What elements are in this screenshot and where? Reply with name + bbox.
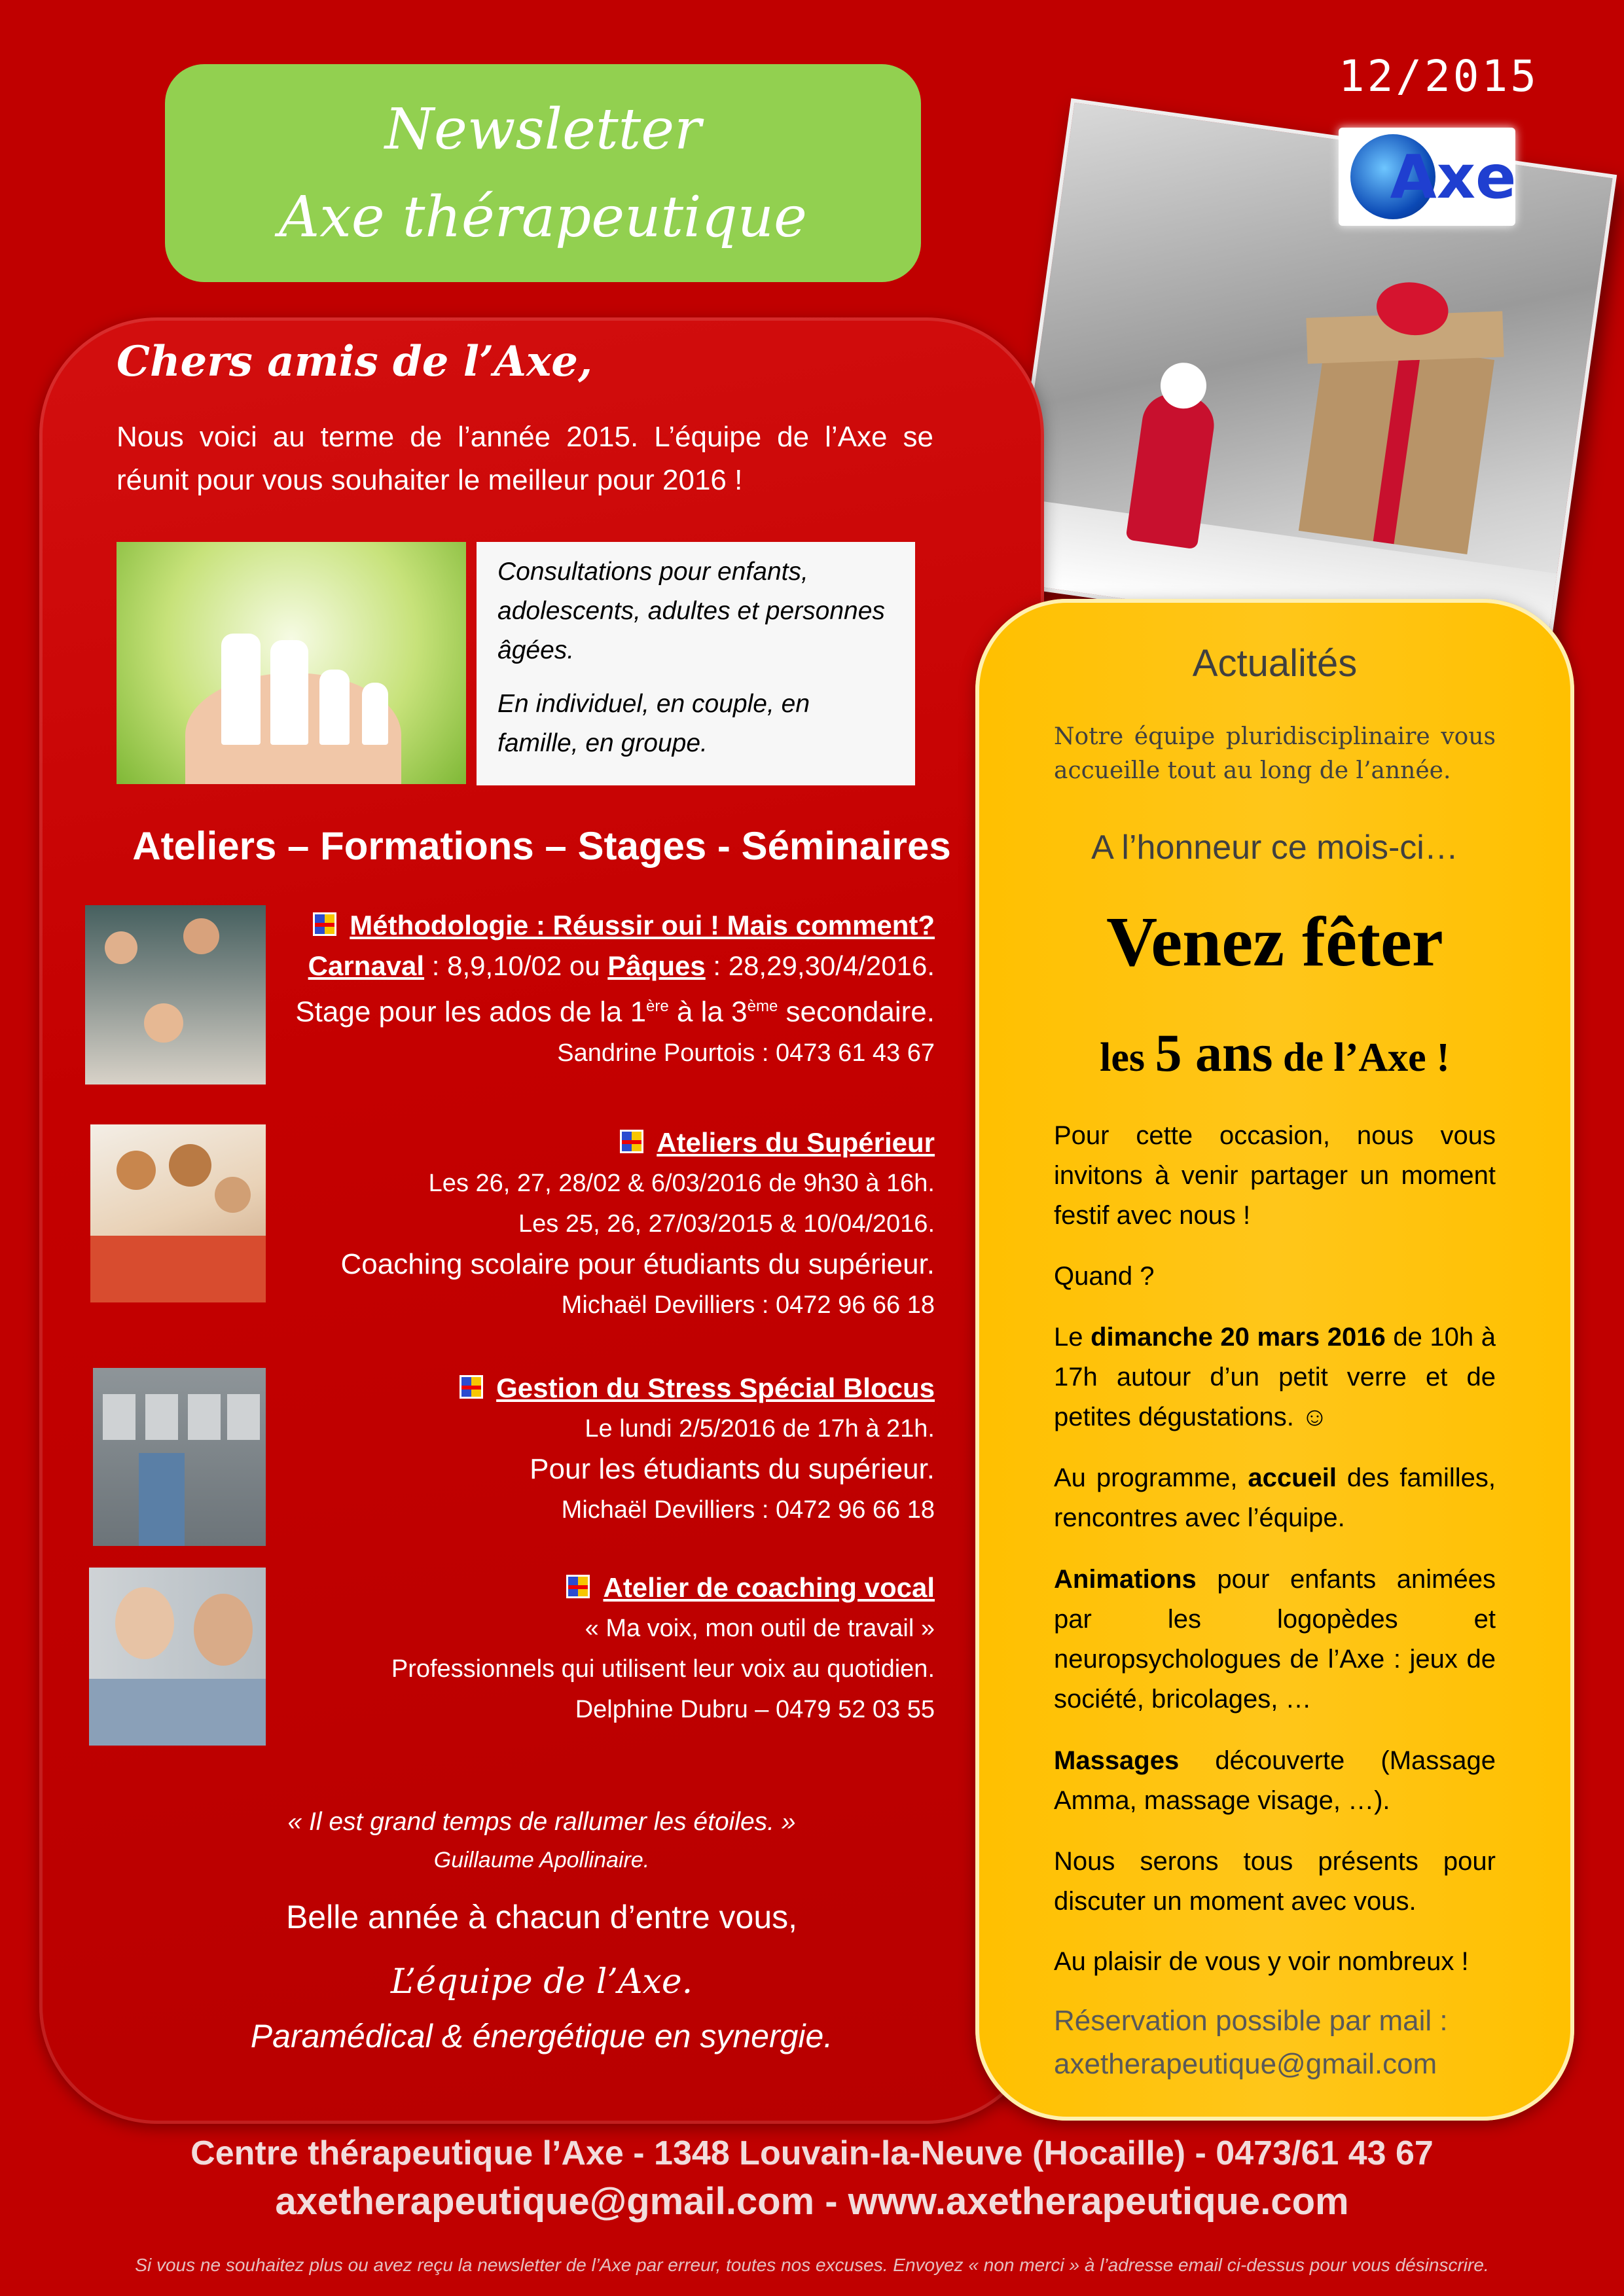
event-date-text: Le xyxy=(1054,1323,1091,1352)
team-signature: L’équipe de l’Axe. xyxy=(390,1962,693,2001)
reservation-email[interactable]: axetherapeutique@gmail.com xyxy=(1054,2048,1437,2080)
anniversary-years: 5 ans xyxy=(1155,1023,1273,1083)
event-audience: secondaire. xyxy=(778,996,935,1028)
event-title: Ateliers du Supérieur xyxy=(657,1127,935,1158)
reservation-info xyxy=(1054,2000,1496,2086)
event-description: Pour les étudiants du supérieur. xyxy=(530,1453,935,1485)
newsletter-title-box xyxy=(165,64,921,282)
event-contact: Delphine Dubru – 0479 52 03 55 xyxy=(575,1696,935,1723)
event-animations-bold: Animations xyxy=(1054,1565,1197,1594)
event-coaching-vocal-details xyxy=(391,1568,935,1730)
bullet-icon xyxy=(620,1130,643,1153)
photo-shirts xyxy=(89,1679,266,1746)
photo-person xyxy=(215,1177,251,1213)
event-massages-bold: Massages xyxy=(1054,1746,1180,1775)
footer-unsubscribe-note: Si vous ne souhaitez plus ou avez reçu la newsletter de l’Axe par erreur, toutes nos excuses. Envoyez « non merci » à l’adresse email ci-dessus pour vous désinscrire. xyxy=(135,2255,1489,2275)
reservation-label: Réservation possible par mail : xyxy=(1054,2005,1448,2037)
bullet-icon xyxy=(566,1575,590,1598)
event-when-label: Quand ? xyxy=(1054,1262,1155,1291)
event-ateliers-superieur-photo xyxy=(90,1124,266,1302)
consultations-text: Consultations pour enfants, adolescents, adultes et personnes âgées. xyxy=(497,558,885,664)
event-ateliers-superieur xyxy=(85,1122,935,1319)
actualites-heading: Actualités xyxy=(1192,642,1358,685)
family-figure xyxy=(221,634,261,745)
quote-text: « Il est grand temps de rallumer les étoiles. » xyxy=(287,1808,796,1836)
intro-text: Nous voici au terme de l’année 2015. L’équipe de l’Axe se réunit pour vous souhaiter le meilleur pour 2016 ! xyxy=(117,421,933,496)
photo-shirts xyxy=(90,1236,266,1302)
event-program-text: des familles, rencontres avec l’équipe. xyxy=(1054,1463,1496,1532)
actualites-intro: Notre équipe pluridisciplinaire vous accueille tout au long de l’année. xyxy=(1054,723,1496,784)
event-methodologie-details xyxy=(295,905,935,1073)
bullet-icon xyxy=(460,1375,483,1399)
anniversary-heading xyxy=(975,1022,1574,1084)
event-date xyxy=(1054,1318,1496,1437)
greeting: Chers amis de l’Axe, xyxy=(117,337,593,386)
newsletter-title-line1: Newsletter xyxy=(384,96,702,162)
event-dates: Les 25, 26, 27/03/2015 & 10/04/2016. xyxy=(518,1210,935,1238)
event-massages xyxy=(1054,1741,1496,1821)
event-animations-text: pour enfants animées par les logopèdes et neuropsychologues de l’Axe : jeux de société, bricolages, … xyxy=(1054,1565,1496,1713)
event-methodologie-photo xyxy=(85,905,266,1085)
photo-frame xyxy=(188,1394,221,1440)
ateliers-heading: Ateliers – Formations – Stages - Séminaires xyxy=(132,824,951,868)
consultations-modes: En individuel, en couple, en famille, en groupe. xyxy=(497,690,810,757)
family-figure xyxy=(362,683,388,745)
family-figure xyxy=(270,640,308,745)
photo-person xyxy=(194,1594,253,1666)
venez-feter-heading: Venez fêter xyxy=(1106,903,1443,981)
quote-author: Guillaume Apollinaire. xyxy=(433,1848,650,1873)
photo-person xyxy=(144,1003,183,1043)
event-contact: Sandrine Pourtois : 0473 61 43 67 xyxy=(557,1039,935,1067)
event-carnaval-label: Carnaval xyxy=(308,950,425,981)
event-program xyxy=(1054,1458,1496,1538)
event-presence: Nous serons tous présents pour discuter un moment avec vous. xyxy=(1054,1847,1496,1916)
event-coaching-vocal-photo xyxy=(89,1568,266,1746)
family-figure xyxy=(319,670,350,745)
event-title: Gestion du Stress Spécial Blocus xyxy=(496,1372,935,1403)
newsletter-date: 12/2015 xyxy=(1338,51,1539,101)
event-description: Coaching scolaire pour étudiants du supérieur. xyxy=(340,1248,935,1280)
event-audience-sup: ère xyxy=(646,997,669,1015)
event-massages-text: découverte (Massage Amma, massage visage, …). xyxy=(1054,1746,1496,1815)
logo-text: Axe xyxy=(1390,141,1517,212)
event-dates: Le lundi 2/5/2016 de 17h à 21h. xyxy=(585,1415,935,1443)
event-gestion-stress xyxy=(85,1368,935,1551)
event-animations xyxy=(1054,1560,1496,1719)
photo-person xyxy=(115,1587,174,1659)
photo-frame xyxy=(103,1394,135,1440)
event-audience-sup: ème xyxy=(747,997,778,1015)
event-carnaval-dates: : 8,9,10/02 ou xyxy=(424,950,608,981)
event-date-bold: dimanche 20 mars 2016 xyxy=(1091,1323,1386,1352)
anniversary-text: de l’Axe ! xyxy=(1272,1035,1450,1080)
event-coaching-vocal xyxy=(85,1568,935,1751)
photo-person xyxy=(169,1144,211,1187)
photo-person xyxy=(183,918,219,954)
consultations-box xyxy=(477,542,915,785)
event-invitation: Pour cette occasion, nous vous invitons à venir partager un moment festif avec nous ! xyxy=(1054,1121,1496,1230)
event-audience: à la 3 xyxy=(668,996,748,1028)
event-dates: Les 26, 27, 28/02 & 6/03/2016 de 9h30 à 16h. xyxy=(428,1170,935,1197)
tagline: Paramédical & énergétique en synergie. xyxy=(250,2018,833,2054)
event-audience: Stage pour les ados de la 1 xyxy=(295,996,647,1028)
event-gestion-stress-details xyxy=(460,1368,935,1530)
event-description: Professionnels qui utilisent leur voix au quotidien. xyxy=(391,1655,935,1683)
event-program-text: Au programme, xyxy=(1054,1463,1248,1492)
bullet-icon xyxy=(313,912,336,936)
event-closing: Au plaisir de vous y voir nombreux ! xyxy=(1054,1947,1469,1976)
event-paques-label: Pâques xyxy=(607,950,706,981)
footer-address: Centre thérapeutique l’Axe - 1348 Louvain-la-Neuve (Hocaille) - 0473/61 43 67 xyxy=(190,2134,1434,2172)
photo-frame xyxy=(145,1394,178,1440)
event-subtitle: « Ma voix, mon outil de travail » xyxy=(585,1615,935,1642)
event-gestion-stress-photo xyxy=(93,1368,266,1546)
event-program-bold: accueil xyxy=(1248,1463,1337,1492)
footer-contact-links[interactable]: axetherapeutique@gmail.com - www.axetherapeutique.com xyxy=(275,2180,1349,2223)
new-year-wish: Belle année à chacun d’entre vous, xyxy=(285,1899,798,1935)
event-ateliers-superieur-details xyxy=(341,1122,935,1325)
event-date-text: de 10h à 17h autour d’un petit verre et de petites dégustations. ☺ xyxy=(1054,1323,1496,1431)
event-methodologie xyxy=(85,905,935,1088)
photo-person xyxy=(139,1453,185,1546)
newsletter-title-line2: Axe thérapeutique xyxy=(279,184,807,250)
santa-gift-photo xyxy=(1003,98,1617,662)
photo-person xyxy=(117,1151,156,1190)
axe-logo xyxy=(1339,128,1515,226)
photo-person xyxy=(105,931,137,964)
honour-heading: A l’honneur ce mois-ci… xyxy=(1091,829,1458,867)
anniversary-text: les xyxy=(1100,1035,1155,1080)
event-title: Atelier de coaching vocal xyxy=(603,1572,935,1603)
event-contact: Michaël Devilliers : 0472 96 66 18 xyxy=(561,1496,935,1524)
photo-frame xyxy=(227,1394,260,1440)
event-title: Méthodologie : Réussir oui ! Mais comment? xyxy=(350,910,935,941)
event-contact: Michaël Devilliers : 0472 96 66 18 xyxy=(561,1291,935,1319)
family-hands-image xyxy=(117,542,466,784)
event-paques-dates: : 28,29,30/4/2016. xyxy=(705,950,935,981)
quote xyxy=(39,1803,1044,1879)
